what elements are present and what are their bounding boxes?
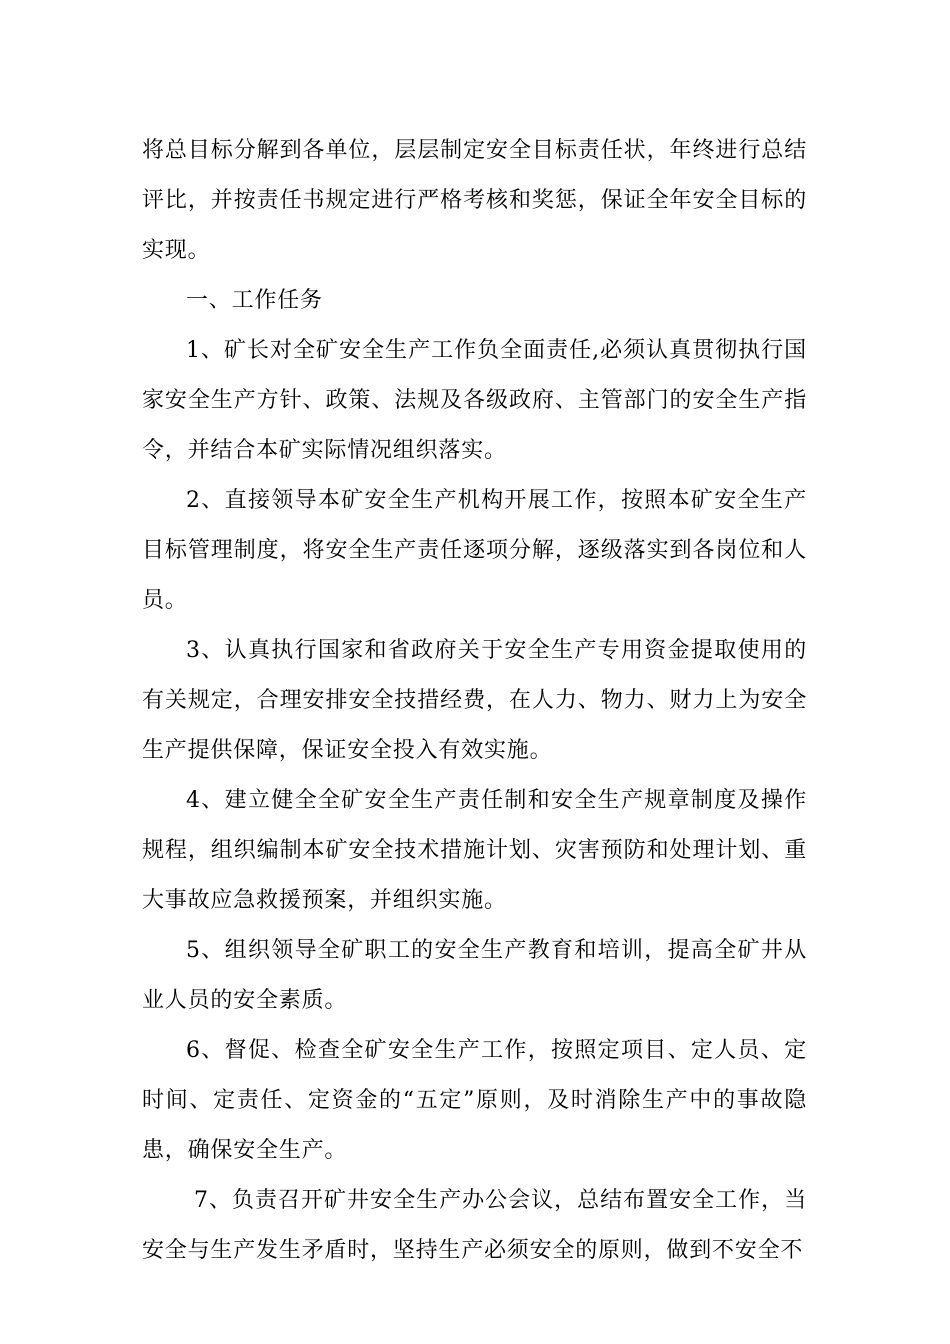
- section-heading-work-tasks: 一、工作任务: [186, 288, 323, 313]
- paragraph-item-4: 4、建立健全全矿安全生产责任制和安全生产规章制度及操作规程，组织编制本矿安全技术措施计划、灾害预防和处理计划、重大事故应急救援预案，并组织实施。: [142, 788, 807, 913]
- paragraph-item-6: 6、督促、检查全矿安全生产工作，按照定项目、定人员、定时间、定责任、定资金的“五定”原则，及时消除生产中的事故隐患，确保安全生产。: [142, 1038, 807, 1163]
- paragraph-item-7: 7、负责召开矿井安全生产办公会议，总结布置安全工作，当安全与生产发生矛盾时，坚持生产必须安全的原则，做到不安全不: [142, 1188, 807, 1263]
- paragraph-continuation: 将总目标分解到各单位，层层制定安全目标责任状，年终进行总结评比，并按责任书规定进行严格考核和奖惩，保证全年安全目标的实现。: [142, 138, 807, 263]
- paragraph-item-2: 2、直接领导本矿安全生产机构开展工作，按照本矿安全生产目标管理制度，将安全生产责任逐项分解，逐级落实到各岗位和人员。: [142, 488, 807, 613]
- document-body: [142, 126, 807, 1276]
- paragraph-item-1: 1、矿长对全矿安全生产工作负全面责任,必须认真贯彻执行国家安全生产方针、政策、法规及各级政府、主管部门的安全生产指令，并结合本矿实际情况组织落实。: [142, 338, 807, 463]
- paragraph-item-5: 5、组织领导全矿职工的安全生产教育和培训，提高全矿井从业人员的安全素质。: [142, 938, 807, 1013]
- paragraph-item-3: 3、认真执行国家和省政府关于安全生产专用资金提取使用的有关规定，合理安排安全技措经费，在人力、物力、财力上为安全生产提供保障，保证安全投入有效实施。: [142, 638, 807, 763]
